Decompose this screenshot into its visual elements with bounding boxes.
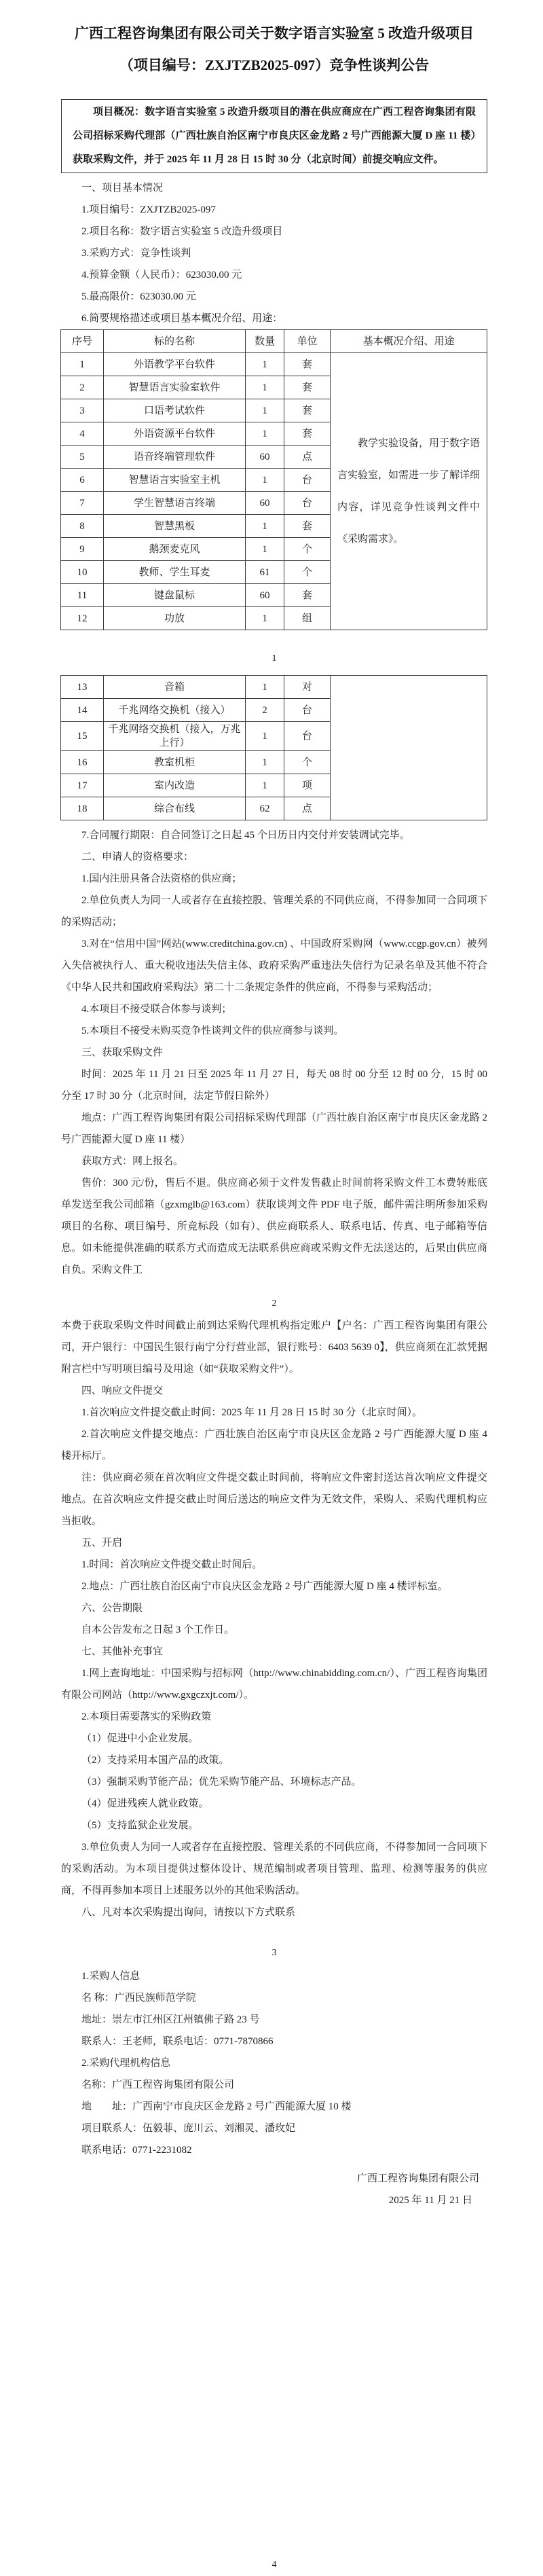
table-cell: 2 <box>246 699 284 722</box>
table-cell: 8 <box>61 515 104 538</box>
table-cell: 1 <box>246 422 284 446</box>
column-header-desc: 基本概况介绍、用途 <box>331 330 487 353</box>
column-header-no: 序号 <box>61 330 104 353</box>
paragraph: 5.本项目不接受未购买竞争性谈判文件的供应商参与谈判。 <box>81 1026 344 1036</box>
paragraph: 二、申请人的资格要求： <box>81 852 194 863</box>
paragraph: 自本公告发布之日起 3 个工作日。 <box>81 1625 235 1635</box>
table-cell: 1 <box>246 751 284 774</box>
paragraph: 2.项目名称：数字语言实验室 5 改造升级项目 <box>81 226 283 237</box>
paragraph: （2）支持采用本国产品的政策。 <box>81 1755 229 1766</box>
document-page <box>0 18 543 2576</box>
table-cell: 11 <box>61 584 104 607</box>
table-cell: 套 <box>284 515 331 538</box>
table-cell: 套 <box>284 584 331 607</box>
paragraph: 时间：2025 年 11 月 21 日至 2025 年 11 月 27 日，每天 08 时 00 分至 12 时 00 分，15 时 00 分至 17 时 30 分（北京时间，法定节假日除外） <box>61 1069 487 1102</box>
paragraph: （1）促进中小企业发展。 <box>81 1733 199 1744</box>
paragraph: 2.首次响应文件提交地点：广西壮族自治区南宁市良庆区金龙路 2 号广西能源大厦 D 座 4 楼开标厅。 <box>61 1429 487 1462</box>
table-cell: 17 <box>61 774 104 797</box>
table-cell: 口语考试软件 <box>104 399 246 422</box>
table-cell: 5 <box>61 446 104 469</box>
table-cell: 套 <box>284 376 331 399</box>
paragraph: 1.采购人信息 <box>81 1971 141 1982</box>
table-cell: 台 <box>284 722 331 751</box>
table-cell: 12 <box>61 607 104 630</box>
paragraph: 项目联系人：伍毅菲、庞川云、刘湘灵、潘玫妃 <box>81 2123 296 2134</box>
table-cell: 综合布线 <box>104 797 246 820</box>
table-cell: 3 <box>61 399 104 422</box>
table-cell: 6 <box>61 469 104 492</box>
table-cell: 智慧黑板 <box>104 515 246 538</box>
title-line-1: 广西工程咨询集团有限公司关于数字语言实验室 5 改造升级项目 <box>75 25 474 41</box>
page-number: 2 <box>272 1299 277 1309</box>
section-requirements-and-documents <box>61 824 487 1281</box>
paragraph: （4）促进残疾人就业政策。 <box>81 1798 209 1809</box>
table-cell: 台 <box>284 469 331 492</box>
table-cell: 台 <box>284 699 331 722</box>
table-cell: 功放 <box>104 607 246 630</box>
table-cell: 1 <box>246 607 284 630</box>
paragraph: 一、项目基本情况 <box>81 183 164 194</box>
table-cell: 60 <box>246 584 284 607</box>
table-cell: 个 <box>284 561 331 584</box>
paragraph: 5.最高限价：623030.00 元 <box>81 291 196 302</box>
table-cell: 18 <box>61 797 104 820</box>
column-header-unit: 单位 <box>284 330 331 353</box>
title-line-2: （项目编号：ZXJTZB2025-097）竞争性谈判公告 <box>119 57 430 73</box>
table-cell: 15 <box>61 722 104 751</box>
table-header-row <box>61 330 487 353</box>
items-table-part2 <box>60 675 487 820</box>
table-cell: 组 <box>284 607 331 630</box>
paragraph: 地 址：广西南宁市良庆区金龙路 2 号广西能源大厦 10 楼 <box>81 2101 352 2112</box>
project-overview-box <box>61 99 487 173</box>
paragraph: 7.合同履行期限：自合同签订之日起 45 个日历日内交付并安装调试完毕。 <box>81 830 410 841</box>
table-cell: 1 <box>246 469 284 492</box>
table-cell: 键盘鼠标 <box>104 584 246 607</box>
table-cell: 项 <box>284 774 331 797</box>
table-row <box>61 676 487 699</box>
table-cell: 1 <box>246 376 284 399</box>
paragraph: 联系电话：0771-2231082 <box>81 2145 192 2156</box>
paragraph: 三、获取采购文件 <box>81 1047 164 1058</box>
table-cell: 语音终端管理软件 <box>104 446 246 469</box>
paragraph: 4.本项目不接受联合体参与谈判； <box>81 1004 232 1015</box>
paragraph: 地址：崇左市江州区江州镇佛子路 23 号 <box>81 2014 260 2025</box>
paragraph: 3.采购方式：竞争性谈判 <box>81 248 191 259</box>
table-cell: 60 <box>246 446 284 469</box>
section-contact-info <box>61 1965 487 2161</box>
table-cell: 1 <box>246 722 284 751</box>
table-cell: 62 <box>246 797 284 820</box>
table-cell: 音箱 <box>104 676 246 699</box>
table-cell: 61 <box>246 561 284 584</box>
table-cell: 台 <box>284 492 331 515</box>
paragraph: 联系人：王老师，联系电话：0771-7870866 <box>81 2036 274 2047</box>
table-cell: 4 <box>61 422 104 446</box>
paragraph: 1.首次响应文件提交截止时间：2025 年 11 月 28 日 15 时 30 分（北京时间）。 <box>81 1407 422 1418</box>
table-cell: 1 <box>246 515 284 538</box>
table-cell: 教师、学生耳麦 <box>104 561 246 584</box>
table-cell: 外语资源平台软件 <box>104 422 246 446</box>
paragraph: 注：供应商必须在首次响应文件提交截止时间前，将响应文件密封送达首次响应文件提交地点。在首次响应文件提交截止时间后送达的响应文件为无效文件，采购人、采购代理机构应当拒收。 <box>61 1472 487 1527</box>
table-cell: 1 <box>246 538 284 561</box>
table-cell: 千兆网络交换机（接入，万兆上行） <box>104 722 246 751</box>
table-cell: 外语教学平台软件 <box>104 353 246 376</box>
table-cell: 室内改造 <box>104 774 246 797</box>
table-cell: 千兆网络交换机（接入） <box>104 699 246 722</box>
table-cell: 学生智慧语言终端 <box>104 492 246 515</box>
items-table-part1 <box>60 329 487 630</box>
table-cell: 智慧语言实验室软件 <box>104 376 246 399</box>
paragraph: 4.预算金额（人民币）：623030.00 元 <box>81 270 242 280</box>
table-cell: 1 <box>246 399 284 422</box>
table-cell: 14 <box>61 699 104 722</box>
page-number: 1 <box>272 653 277 664</box>
paragraph: 1.网上查询地址：中国采购与招标网（http://www.chinabidding.com.cn/）、广西工程咨询集团有限公司网站（http://www.gxgczxjt.com/）。 <box>61 1668 487 1701</box>
paragraph: 名称：广西工程咨询集团有限公司 <box>81 2080 235 2090</box>
table-cell: 对 <box>284 676 331 699</box>
table-cell: 套 <box>284 353 331 376</box>
paragraph: 6.简要规格描述或项目基本概况介绍、用途： <box>81 313 283 324</box>
project-overview-text: 项目概况：数字语言实验室 5 改造升级项目的潜在供应商应在广西工程咨询集团有限公司招标采购代理部（广西壮族自治区南宁市良庆区金龙路 2 号广西能源大厦 D 座 11 楼）获取采购文件，并于 2025 年 11 月 28 日 15 时 30 分（北京时间）前提交响应文件。 <box>73 107 476 165</box>
paragraph: 3.单位负责人为同一人或者存在直接控股、管理关系的不同供应商，不得参加同一合同项下的采购活动。为本项目提供过整体设计、规范编制或者项目管理、监理、检测等服务的供应商，不得再参加本项目上述服务以外的其他采购活动。 <box>61 1842 487 1896</box>
table-cell: 点 <box>284 446 331 469</box>
page-number: 4 <box>272 2560 277 2570</box>
table-cell: 9 <box>61 538 104 561</box>
table-cell: 7 <box>61 492 104 515</box>
section-submission-and-policies <box>61 1315 487 1923</box>
paragraph: 售价：300 元/份，售后不退。供应商必须于文件发售截止时间前将采购文件工本费转账底单发送至我公司邮箱（gzxmglb@163.com）获取谈判文件 PDF 电子版，邮件需注明所参加采购项目的名称、项目编号、所竞标段（如有）、供应商联系人、联系电话、传真、电子邮箱等信息。如未能提供准确的联系方式而造成无法联系供应商或采购文件无法送达的，后果由供应商自负。采购文件工 <box>61 1178 487 1275</box>
signature-company: 广西工程咨询集团有限公司 <box>356 2173 479 2184</box>
paragraph: 3.对在“信用中国”网站(www.creditchina.gov.cn) 、中国政府采购网（www.ccgp.gov.cn）被列入失信被执行人、重大税收违法失信主体、政府采购严重违法失信行为记录名单及其他不符合《中华人民共和国政府采购法》第二十二条规定条件的供应商，不得参与采购活动； <box>61 939 487 993</box>
table-cell: 13 <box>61 676 104 699</box>
paragraph: 2.单位负责人为同一人或者存在直接控股、管理关系的不同供应商，不得参加同一合同项下的采购活动； <box>61 895 487 928</box>
table-cell: 1 <box>246 676 284 699</box>
table-cell-merged-empty <box>331 676 487 820</box>
table-cell-description: 教学实验设备，用于数字语言实验室，如需进一步了解详细内容，详见竞争性谈判文件中《采购需求》。 <box>331 353 487 630</box>
paragraph: 2.地点：广西壮族自治区南宁市良庆区金龙路 2 号广西能源大厦 D 座 4 楼评标室。 <box>81 1581 448 1592</box>
paragraph: 2.本项目需要落实的采购政策 <box>81 1711 212 1722</box>
table-cell: 鹅颈麦克风 <box>104 538 246 561</box>
paragraph: 1.国内注册具备合法资格的供应商； <box>81 873 242 884</box>
table-cell: 套 <box>284 399 331 422</box>
table-cell: 个 <box>284 751 331 774</box>
paragraph: 四、响应文件提交 <box>81 1385 164 1396</box>
paragraph: 2.采购代理机构信息 <box>81 2058 171 2069</box>
paragraph: 1.时间：首次响应文件提交截止时间后。 <box>81 1559 263 1570</box>
table-cell: 个 <box>284 538 331 561</box>
paragraph: 地点：广西工程咨询集团有限公司招标采购代理部（广西壮族自治区南宁市良庆区金龙路 2 号广西能源大厦 D 座 11 楼） <box>61 1112 487 1145</box>
paragraph: 六、公告期限 <box>81 1603 143 1614</box>
table-cell: 1 <box>61 353 104 376</box>
column-header-qty: 数量 <box>246 330 284 353</box>
column-header-name: 标的名称 <box>104 330 246 353</box>
paragraph: 五、开启 <box>81 1538 123 1548</box>
paragraph: （3）强制采购节能产品；优先采购节能产品、环境标志产品。 <box>81 1777 362 1788</box>
table-cell: 1 <box>246 774 284 797</box>
section-basic-info <box>61 177 487 329</box>
table-cell: 2 <box>61 376 104 399</box>
table-cell: 1 <box>246 353 284 376</box>
paragraph: 1.项目编号：ZXJTZB2025-097 <box>81 204 216 215</box>
paragraph: 获取方式：网上报名。 <box>81 1156 184 1167</box>
table-cell: 套 <box>284 422 331 446</box>
table-cell: 点 <box>284 797 331 820</box>
paragraph: 名 称：广西民族师范学院 <box>81 1993 196 2003</box>
table-cell: 16 <box>61 751 104 774</box>
page-number: 3 <box>272 1948 277 1958</box>
table-row <box>61 353 487 376</box>
table-cell: 教室机柜 <box>104 751 246 774</box>
table-cell: 10 <box>61 561 104 584</box>
signature-block <box>61 2168 487 2211</box>
paragraph: 本费于获取采购文件时间截止前到达采购代理机构指定账户【户名：广西工程咨询集团有限公司，开户银行：中国民生银行南宁分行营业部，银行账号：6403 5639 0】，供应商须在汇款凭据附言栏中写明项目编号及用途（如“获取采购文件”）。 <box>61 1320 487 1375</box>
paragraph: 八、凡对本次采购提出询问，请按以下方式联系 <box>81 1907 296 1918</box>
table-cell: 60 <box>246 492 284 515</box>
paragraph: 七、其他补充事宜 <box>81 1646 164 1657</box>
table-cell: 智慧语言实验室主机 <box>104 469 246 492</box>
signature-date: 2025 年 11 月 21 日 <box>388 2195 472 2206</box>
document-title <box>61 18 487 81</box>
paragraph: （5）支持监狱企业发展。 <box>81 1820 199 1831</box>
